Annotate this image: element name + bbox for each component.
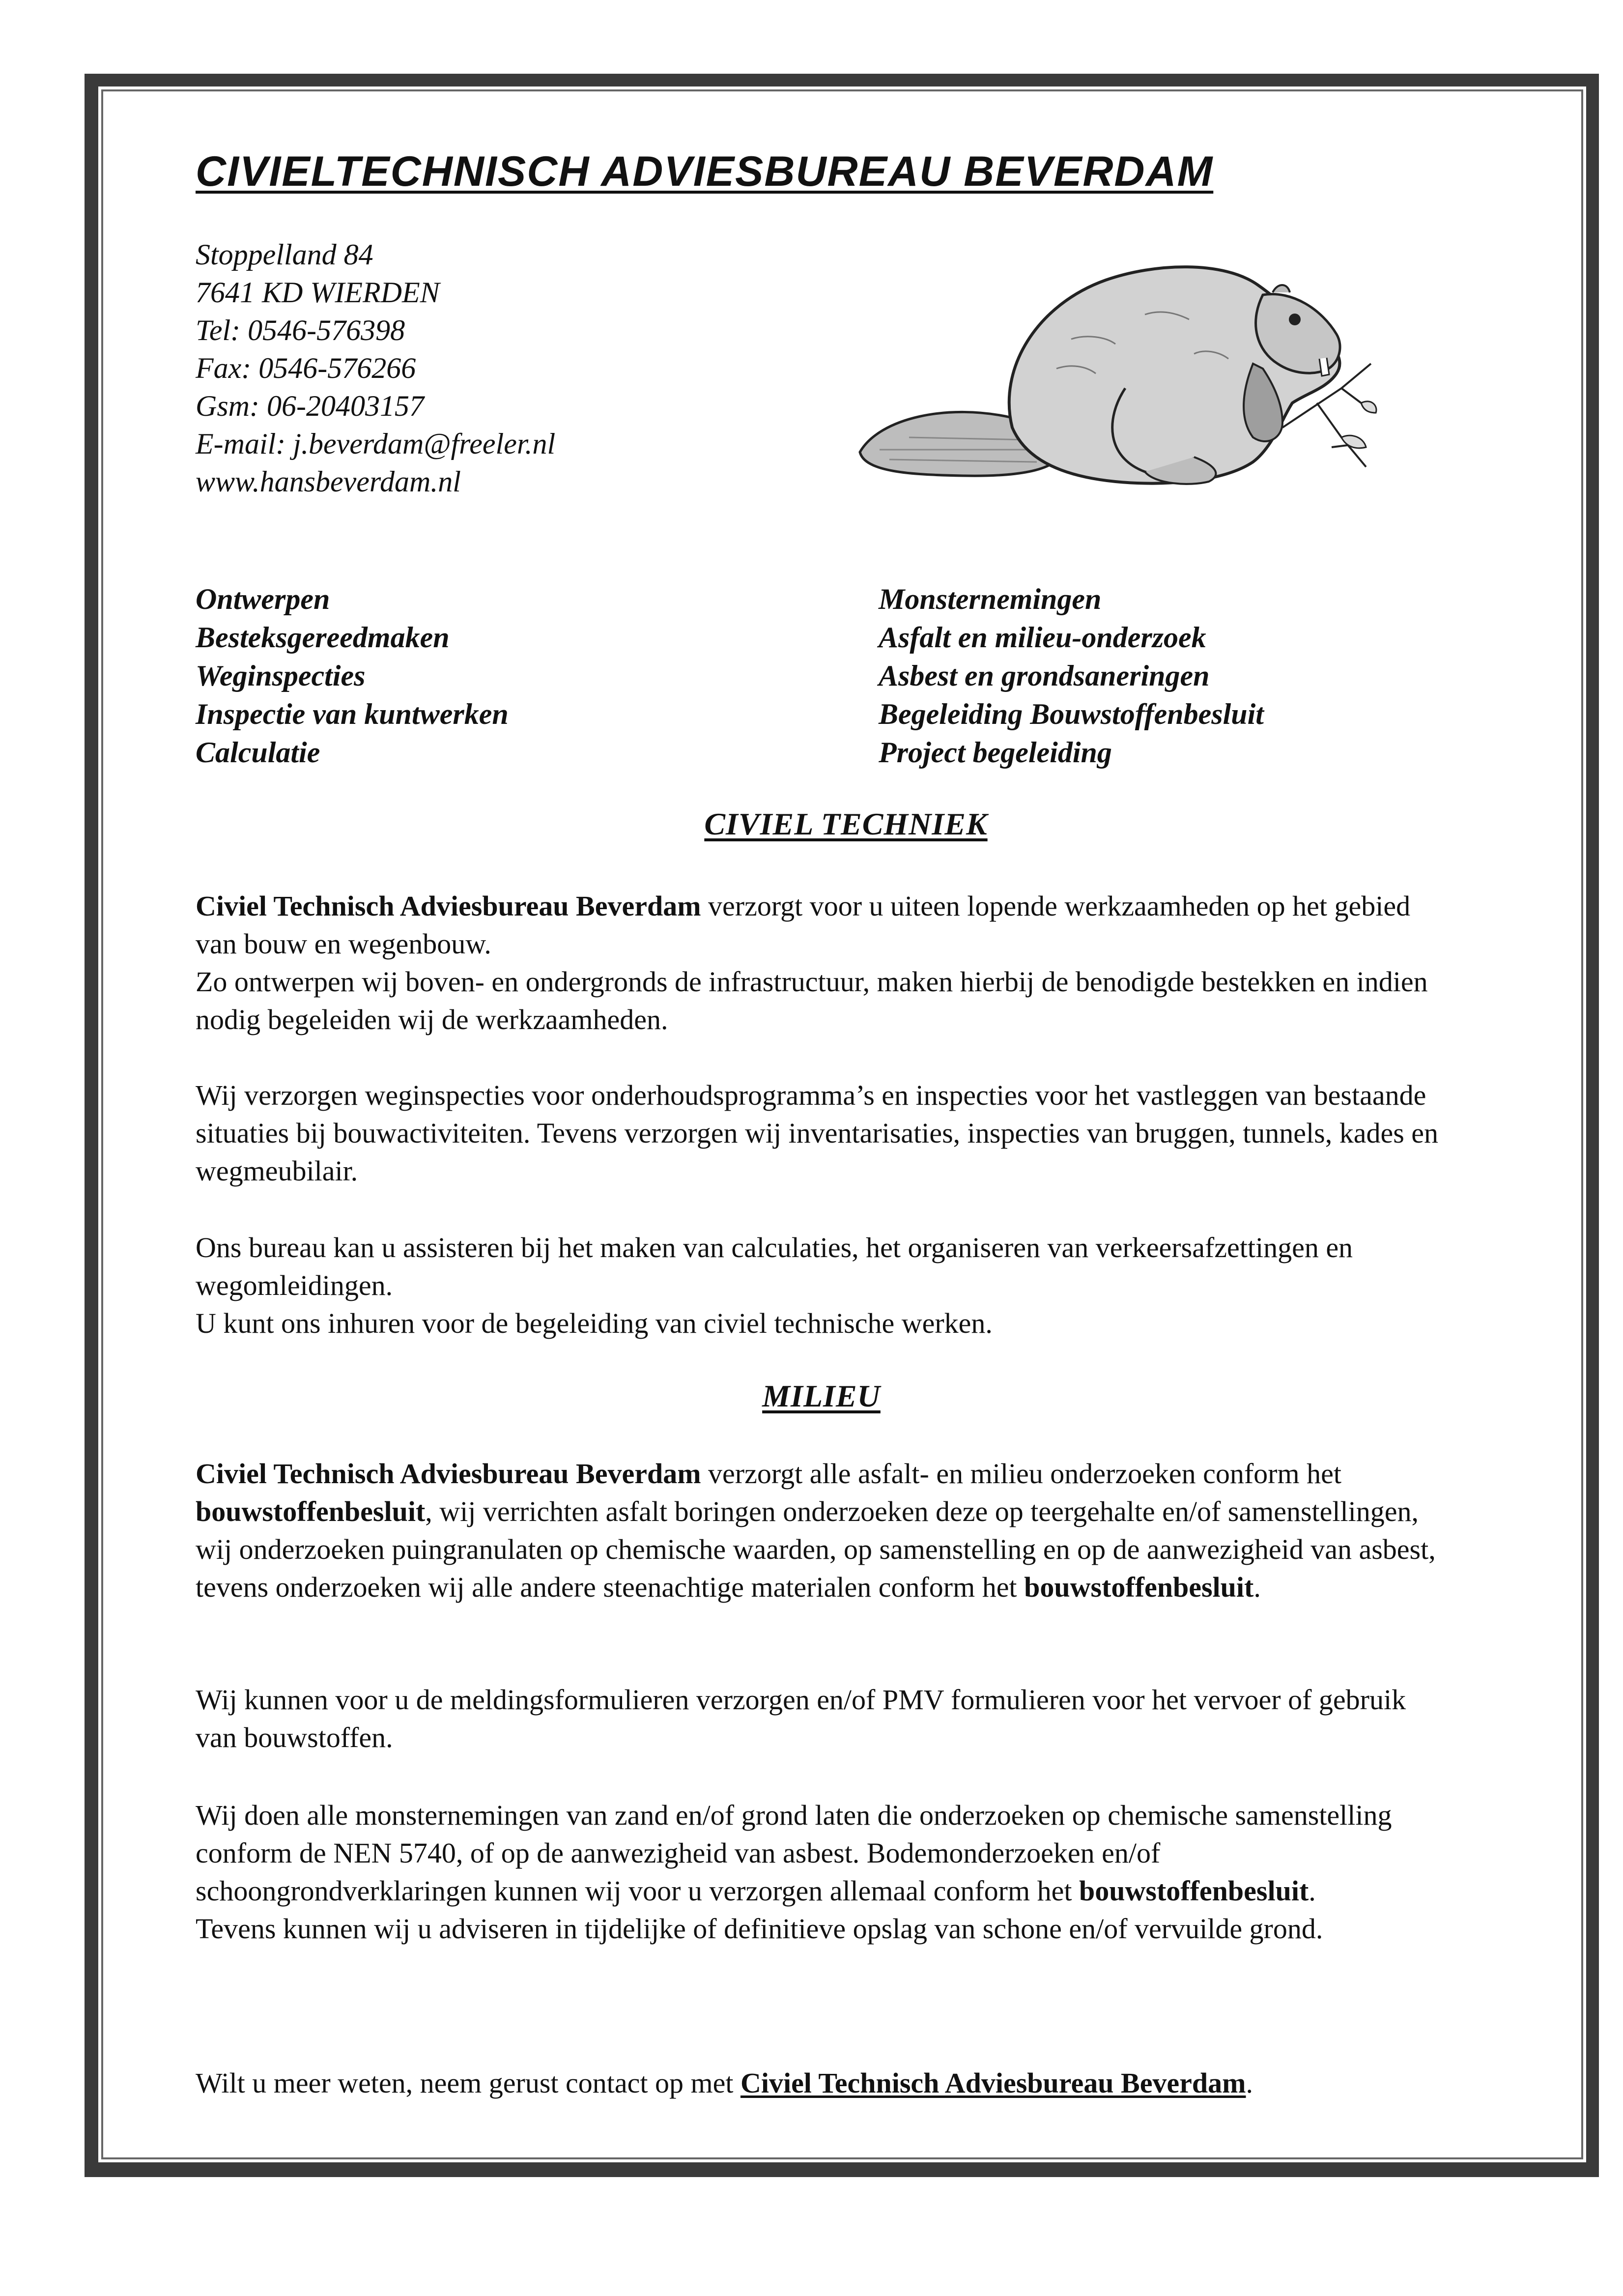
bold-term: bouwstoffenbesluit [196, 1495, 426, 1527]
address-street: Stoppelland 84 [196, 238, 373, 271]
bold-term: bouwstoffenbesluit [1024, 1571, 1254, 1603]
paragraph-text: U kunt ons inhuren voor de begeleiding van civiel technische werken. [196, 1307, 993, 1339]
beaver-illustration-icon [850, 241, 1381, 506]
address-block [196, 236, 834, 501]
civiel-paragraph-3 [196, 1229, 1453, 1342]
address-web: www.hansbeverdam.nl [196, 465, 461, 498]
paragraph-text: , wij verrichten asfalt boringen onderzoeken deze op teergehalte en/of samenstellingen, wij onderzoeken puingranulaten op chemische waarden, op samenstelling en op de aanwezigheid van asbest, tevens onderzoeken wij alle andere steenachtige materialen conform het [196, 1495, 1436, 1603]
service-item: Asfalt en milieu-onderzoek [879, 621, 1206, 654]
section-heading-civiel-techniek: CIVIEL TECHNIEK [704, 806, 988, 841]
address-fax: Fax: 0546-576266 [196, 352, 416, 384]
milieu-paragraph-1 [196, 1455, 1453, 1606]
paragraph-text: Wij doen alle monsternemingen van zand en/of grond laten die onderzoeken op chemische samenstelling conform de NEN 5740, of op de aanwezigheid van asbest. Bodemonderzoeken en/of schoongrondverklaringen kunnen wij voor u verzorgen allemaal conform het [196, 1799, 1392, 1907]
service-item: Inspectie van kuntwerken [196, 698, 509, 730]
milieu-paragraph-2: Wij kunnen voor u de meldingsformulieren verzorgen en/of PMV formulieren voor het vervoer of gebruik van bouwstoffen. [196, 1684, 1406, 1753]
services-list-right [879, 580, 1517, 772]
closing-paragraph [196, 2064, 1453, 2102]
company-name: Civiel Technisch Adviesbureau Beverdam [196, 890, 701, 922]
section-heading-milieu: MILIEU [762, 1378, 881, 1413]
service-item: Weginspecties [196, 660, 366, 692]
address-city: 7641 KD WIERDEN [196, 276, 440, 309]
paragraph-text: Zo ontwerpen wij boven- en ondergronds de infrastructuur, maken hierbij de benodigde bestekken en indien nodig begeleiden wij de werkzaamheden. [196, 966, 1428, 1035]
address-tel: Tel: 0546-576398 [196, 314, 405, 346]
paragraph-text: . [1309, 1875, 1316, 1907]
company-name: Civiel Technisch Adviesbureau Beverdam [196, 1458, 701, 1490]
service-item: Asbest en grondsaneringen [879, 660, 1210, 692]
service-item: Monsternemingen [879, 583, 1102, 615]
service-item: Begeleiding Bouwstoffenbesluit [879, 698, 1264, 730]
company-name: Civiel Technisch Adviesbureau Beverdam [740, 2067, 1246, 2099]
civiel-paragraph-2: Wij verzorgen weginspecties voor onderhoudsprogramma’s en inspecties voor het vastleggen van bestaande situaties bij bouwactiviteiten. Tevens verzorgen wij inventarisaties, inspecties van bruggen, tunnels, kades en wegmeubilair. [196, 1079, 1439, 1187]
service-item: Besteksgereedmaken [196, 621, 450, 654]
address-gsm: Gsm: 06-20403157 [196, 390, 424, 422]
paragraph-text: . [1253, 1571, 1261, 1603]
address-email: E-mail: j.beverdam@freeler.nl [196, 428, 556, 460]
paragraph-text: . [1246, 2067, 1253, 2099]
service-item: Calculatie [196, 736, 320, 769]
paragraph-text: verzorgt voor u uiteen lopende werkzaamheden op het gebied van bouw en wegenbouw. [196, 890, 1411, 960]
bold-term: bouwstoffenbesluit [1079, 1875, 1309, 1907]
service-item: Project begeleiding [879, 736, 1112, 769]
paragraph-text: verzorgt alle asfalt- en milieu onderzoeken conform het [701, 1458, 1341, 1490]
paragraph-text: Tevens kunnen wij u adviseren in tijdelijke of definitieve opslag van schone en/of vervuilde grond. [196, 1913, 1323, 1945]
civiel-paragraph-1 [196, 887, 1453, 1038]
service-item: Ontwerpen [196, 583, 330, 615]
company-title: CIVIELTECHNISCH ADVIESBUREAU BEVERDAM [196, 148, 1214, 195]
services-list-left [196, 580, 785, 772]
paragraph-text: Ons bureau kan u assisteren bij het maken van calculaties, het organiseren van verkeersafzettingen en wegomleidingen. [196, 1232, 1353, 1301]
milieu-paragraph-3 [196, 1796, 1453, 1948]
paragraph-text: Wilt u meer weten, neem gerust contact op met [196, 2067, 740, 2099]
